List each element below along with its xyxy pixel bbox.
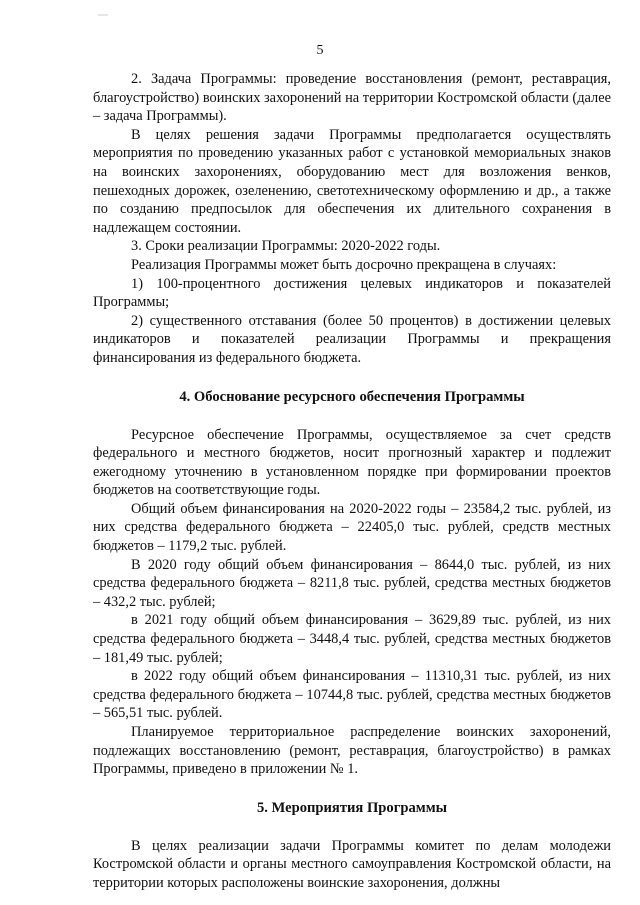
paragraph: 2. Задача Программы: проведение восстановления (ремонт, реставрация, благоустройство) воинских захоронений на территории Костромской области (далее – задача Программы). — [93, 71, 611, 125]
section-heading-4: 4. Обоснование ресурсного обеспечения Программы — [179, 388, 525, 405]
paragraph: 3. Сроки реализации Программы: 2020-2022 годы. — [131, 238, 441, 255]
paragraph: Ресурсное обеспечение Программы, осуществляемое за счет средств федерального и местного бюджетов, носит прогнозный характер и подлежит ежегодному уточнению в установленном порядке при формировании проектов бюджетов на соответствующие годы. — [93, 426, 611, 499]
paragraph: Планируемое территориальное распределение воинских захоронений, подлежащих восстановлению (ремонт, реставрация, благоустройство) в рамках Программы, приведено в приложении № 1. — [93, 724, 611, 778]
paragraph: В целях реализации задачи Программы комитет по делам молодежи Костромской области и органы местного самоуправления Костромской области, на территории которых расположены воинские захоронения, должны — [93, 837, 611, 891]
section-heading-5: 5. Мероприятия Программы — [256, 799, 448, 816]
document-body — [93, 70, 611, 893]
paragraph: В целях решения задачи Программы предполагается осуществлять мероприятия по проведению указанных работ с установкой мемориальных знаков на воинских захоронениях, оборудованию мест для возложения венков, пешеходных дорожек, озеленению, светотехническому оформлению и др., а также по созданию предпосылок для обеспечения их длительного сохранения в надлежащем состоянии. — [93, 126, 611, 236]
paragraph: Общий объем финансирования на 2020-2022 годы – 23584,2 тыс. рублей, из них средства федерального бюджета – 22405,0 тыс. рублей, средств местных бюджетов – 1179,2 тыс. рублей. — [93, 500, 611, 555]
page-number: 5 — [316, 43, 324, 58]
scan-artifact — [98, 14, 108, 16]
paragraph: 1) 100-процентного достижения целевых индикаторов и показателей Программы; — [93, 275, 611, 311]
paragraph: в 2022 году общий объем финансирования – 11310,31 тыс. рублей, из них средства федерального бюджета – 10744,8 тыс. рублей, средства местных бюджетов – 565,51 тыс. рублей. — [93, 668, 611, 722]
paragraph: 2) существенного отставания (более 50 процентов) в достижении целевых индикаторов и показателей реализации Программы и прекращения финансирования из федерального бюджета. — [93, 312, 611, 366]
paragraph: В 2020 году общий объем финансирования – 8644,0 тыс. рублей, из них средства федерального бюджета – 8211,8 тыс. рублей, средства местных бюджетов – 432,2 тыс. рублей; — [93, 556, 611, 610]
paragraph: в 2021 году общий объем финансирования – 3629,89 тыс. рублей, из них средства федерального бюджета – 3448,4 тыс. рублей, средства местных бюджетов – 181,49 тыс. рублей; — [93, 612, 611, 666]
paragraph: Реализация Программы может быть досрочно прекращена в случаях: — [131, 256, 557, 273]
